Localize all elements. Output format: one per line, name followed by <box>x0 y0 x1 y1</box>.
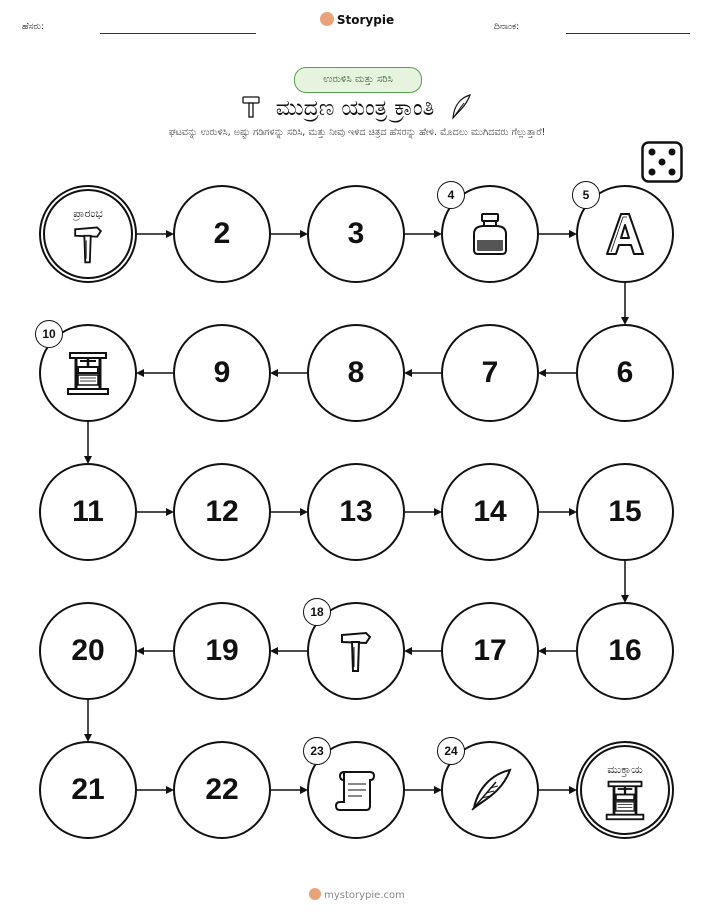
cell-number: 17 <box>473 634 507 667</box>
cell-number: 9 <box>213 356 231 389</box>
board-cell-24 <box>441 741 539 839</box>
board-cell-10 <box>39 324 137 422</box>
cell-number: 22 <box>205 773 239 806</box>
instructions: ಘಟವನ್ನು ಉರುಳಿಸಿ, ಅಷ್ಟು ಗಡಿಗಳನ್ನು ಸರಿಸಿ, ಮತ್ತು ನೀವು ಇಳಿದ ಚಿತ್ರದ ಹೆಸರನ್ನು ಹೇಳಿ. ಮೊದಲು ಮುಗಿದವರು ಗೆಲ್ಲುತ್ತಾರೆ! <box>168 127 546 138</box>
cell-number: 2 <box>213 217 231 250</box>
cell-number: 3 <box>347 217 365 250</box>
board-cell-16 <box>576 602 674 700</box>
board-cell-23 <box>307 741 405 839</box>
title-text: ಮುದ್ರಣ ಯಂತ್ರ ಕ್ರಾಂತಿ <box>275 96 435 121</box>
cell-number: 20 <box>71 634 105 667</box>
cell-label: ಪ್ರಾರಂಭ <box>73 207 103 220</box>
board-cell-9 <box>173 324 271 422</box>
board-cell-18 <box>307 602 405 700</box>
board-cell-25 <box>576 741 674 839</box>
cell-number: 15 <box>608 495 642 528</box>
name-label: ಹೆಸರು: <box>22 22 45 32</box>
date-label: ದಿನಾಂಕ: <box>494 22 520 32</box>
board-cell-22 <box>173 741 271 839</box>
board-cell-15 <box>576 463 674 561</box>
board-cell-17 <box>441 602 539 700</box>
cell-number-badge: 4 <box>437 181 465 209</box>
board-cell-20 <box>39 602 137 700</box>
board-cell-8 <box>307 324 405 422</box>
board-cell-5 <box>576 185 674 283</box>
hammer-icon <box>332 627 380 675</box>
cell-number: 14 <box>473 495 507 528</box>
board-cell-13 <box>307 463 405 561</box>
footer-logo-icon <box>309 888 321 900</box>
cell-number: 6 <box>616 356 634 389</box>
cell-number: 21 <box>71 773 105 806</box>
quill-icon <box>466 766 514 814</box>
board-cell-4 <box>441 185 539 283</box>
cell-number: 16 <box>608 634 642 667</box>
cell-number-badge: 23 <box>303 737 331 765</box>
board-cell-2 <box>173 185 271 283</box>
footer-url: mystorypie.com <box>324 890 405 901</box>
cell-number-badge: 18 <box>303 598 331 626</box>
board-cell-21 <box>39 741 137 839</box>
cell-number-badge: 24 <box>437 737 465 765</box>
cell-number: 19 <box>205 634 239 667</box>
brand-name: Storypie <box>336 13 395 27</box>
cell-number: 8 <box>347 356 365 389</box>
cell-label: ಮುಕ್ತಾಯ <box>607 763 643 776</box>
board-cell-14 <box>441 463 539 561</box>
board-cell-11 <box>39 463 137 561</box>
footer <box>0 888 714 901</box>
board-cell-1 <box>39 185 137 283</box>
activity-badge: ಉರುಳಿಸಿ ಮತ್ತು ಸರಿಸಿ <box>294 67 422 93</box>
cell-number: 13 <box>339 495 373 528</box>
hammer-icon <box>66 222 110 266</box>
cell-number: 7 <box>481 356 499 389</box>
letter-a-icon <box>601 210 649 258</box>
cell-number: 12 <box>205 495 239 528</box>
board-cell-12 <box>173 463 271 561</box>
board-cell-3 <box>307 185 405 283</box>
scroll-icon <box>332 766 380 814</box>
cell-number-badge: 10 <box>35 320 63 348</box>
cell-number-badge: 5 <box>572 181 600 209</box>
board-cell-19 <box>173 602 271 700</box>
printing-press-icon <box>603 778 647 822</box>
board-cell-6 <box>576 324 674 422</box>
printing-press-icon <box>64 349 112 397</box>
cell-number: 11 <box>72 495 104 528</box>
board-cell-7 <box>441 324 539 422</box>
ink-bottle-icon <box>466 210 514 258</box>
